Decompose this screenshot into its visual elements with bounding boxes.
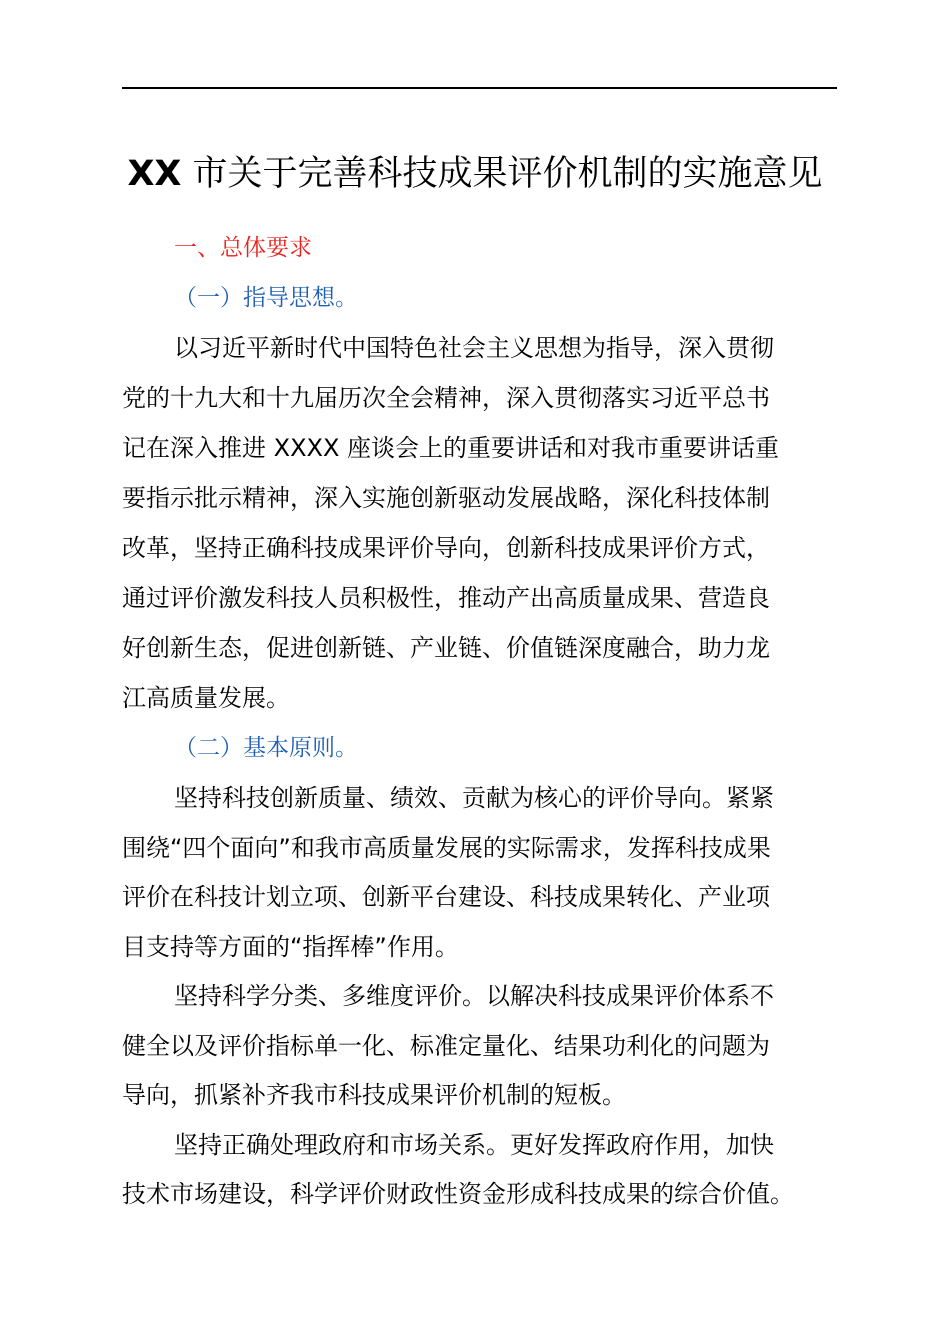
- paragraph-line: 坚持科技创新质量、绩效、贡献为核心的评价导向。紧紧: [174, 784, 774, 812]
- paragraph-line: 健全以及评价指标单一化、标准定量化、结果功利化的问题为: [122, 1032, 770, 1060]
- paragraph-line: 坚持科学分类、多维度评价。以解决科技成果评价体系不: [174, 982, 774, 1010]
- title-main: 市关于完善科技成果评价机制的实施意见: [181, 154, 823, 194]
- header-rule: [122, 87, 837, 89]
- document-title: [0, 148, 950, 200]
- paragraph-line: 记在深入推进 XXXX 座谈会上的重要讲话和对我市重要讲话重: [122, 434, 780, 462]
- paragraph-line: 目支持等方面的“指挥棒”作用。: [122, 933, 459, 961]
- paragraph-line: 评价在科技计划立项、创新平台建设、科技成果转化、产业项: [122, 883, 770, 911]
- paragraph-line: 改革，坚持正确科技成果评价导向，创新科技成果评价方式，: [122, 534, 770, 562]
- paragraph-line: 导向，抓紧补齐我市科技成果评价机制的短板。: [122, 1081, 626, 1109]
- paragraph-line: 技术市场建设，科学评价财政性资金形成科技成果的综合价值。: [122, 1180, 794, 1208]
- section-heading-overall-requirements: 一、总体要求: [174, 235, 312, 261]
- paragraph-line: 通过评价激发科技人员积极性，推动产出高质量成果、营造良: [122, 584, 770, 612]
- subsection-heading-basic-principles: （二）基本原则。: [174, 735, 358, 761]
- subsection-heading-guiding-ideology: （一）指导思想。: [174, 285, 358, 311]
- paragraph-line: 坚持正确处理政府和市场关系。更好发挥政府作用，加快: [174, 1131, 774, 1159]
- paragraph-line: 以习近平新时代中国特色社会主义思想为指导，深入贯彻: [174, 334, 774, 362]
- paragraph-line: 江高质量发展。: [122, 684, 290, 712]
- paragraph-line: 好创新生态，促进创新链、产业链、价值链深度融合，助力龙: [122, 634, 770, 662]
- paragraph-line: 围绕“四个面向”和我市高质量发展的实际需求，发挥科技成果: [122, 834, 771, 862]
- paragraph-line: 要指示批示精神，深入实施创新驱动发展战略，深化科技体制: [122, 484, 770, 512]
- title-prefix: XX: [127, 154, 182, 194]
- paragraph-line: 党的十九大和十九届历次全会精神，深入贯彻落实习近平总书: [122, 384, 770, 412]
